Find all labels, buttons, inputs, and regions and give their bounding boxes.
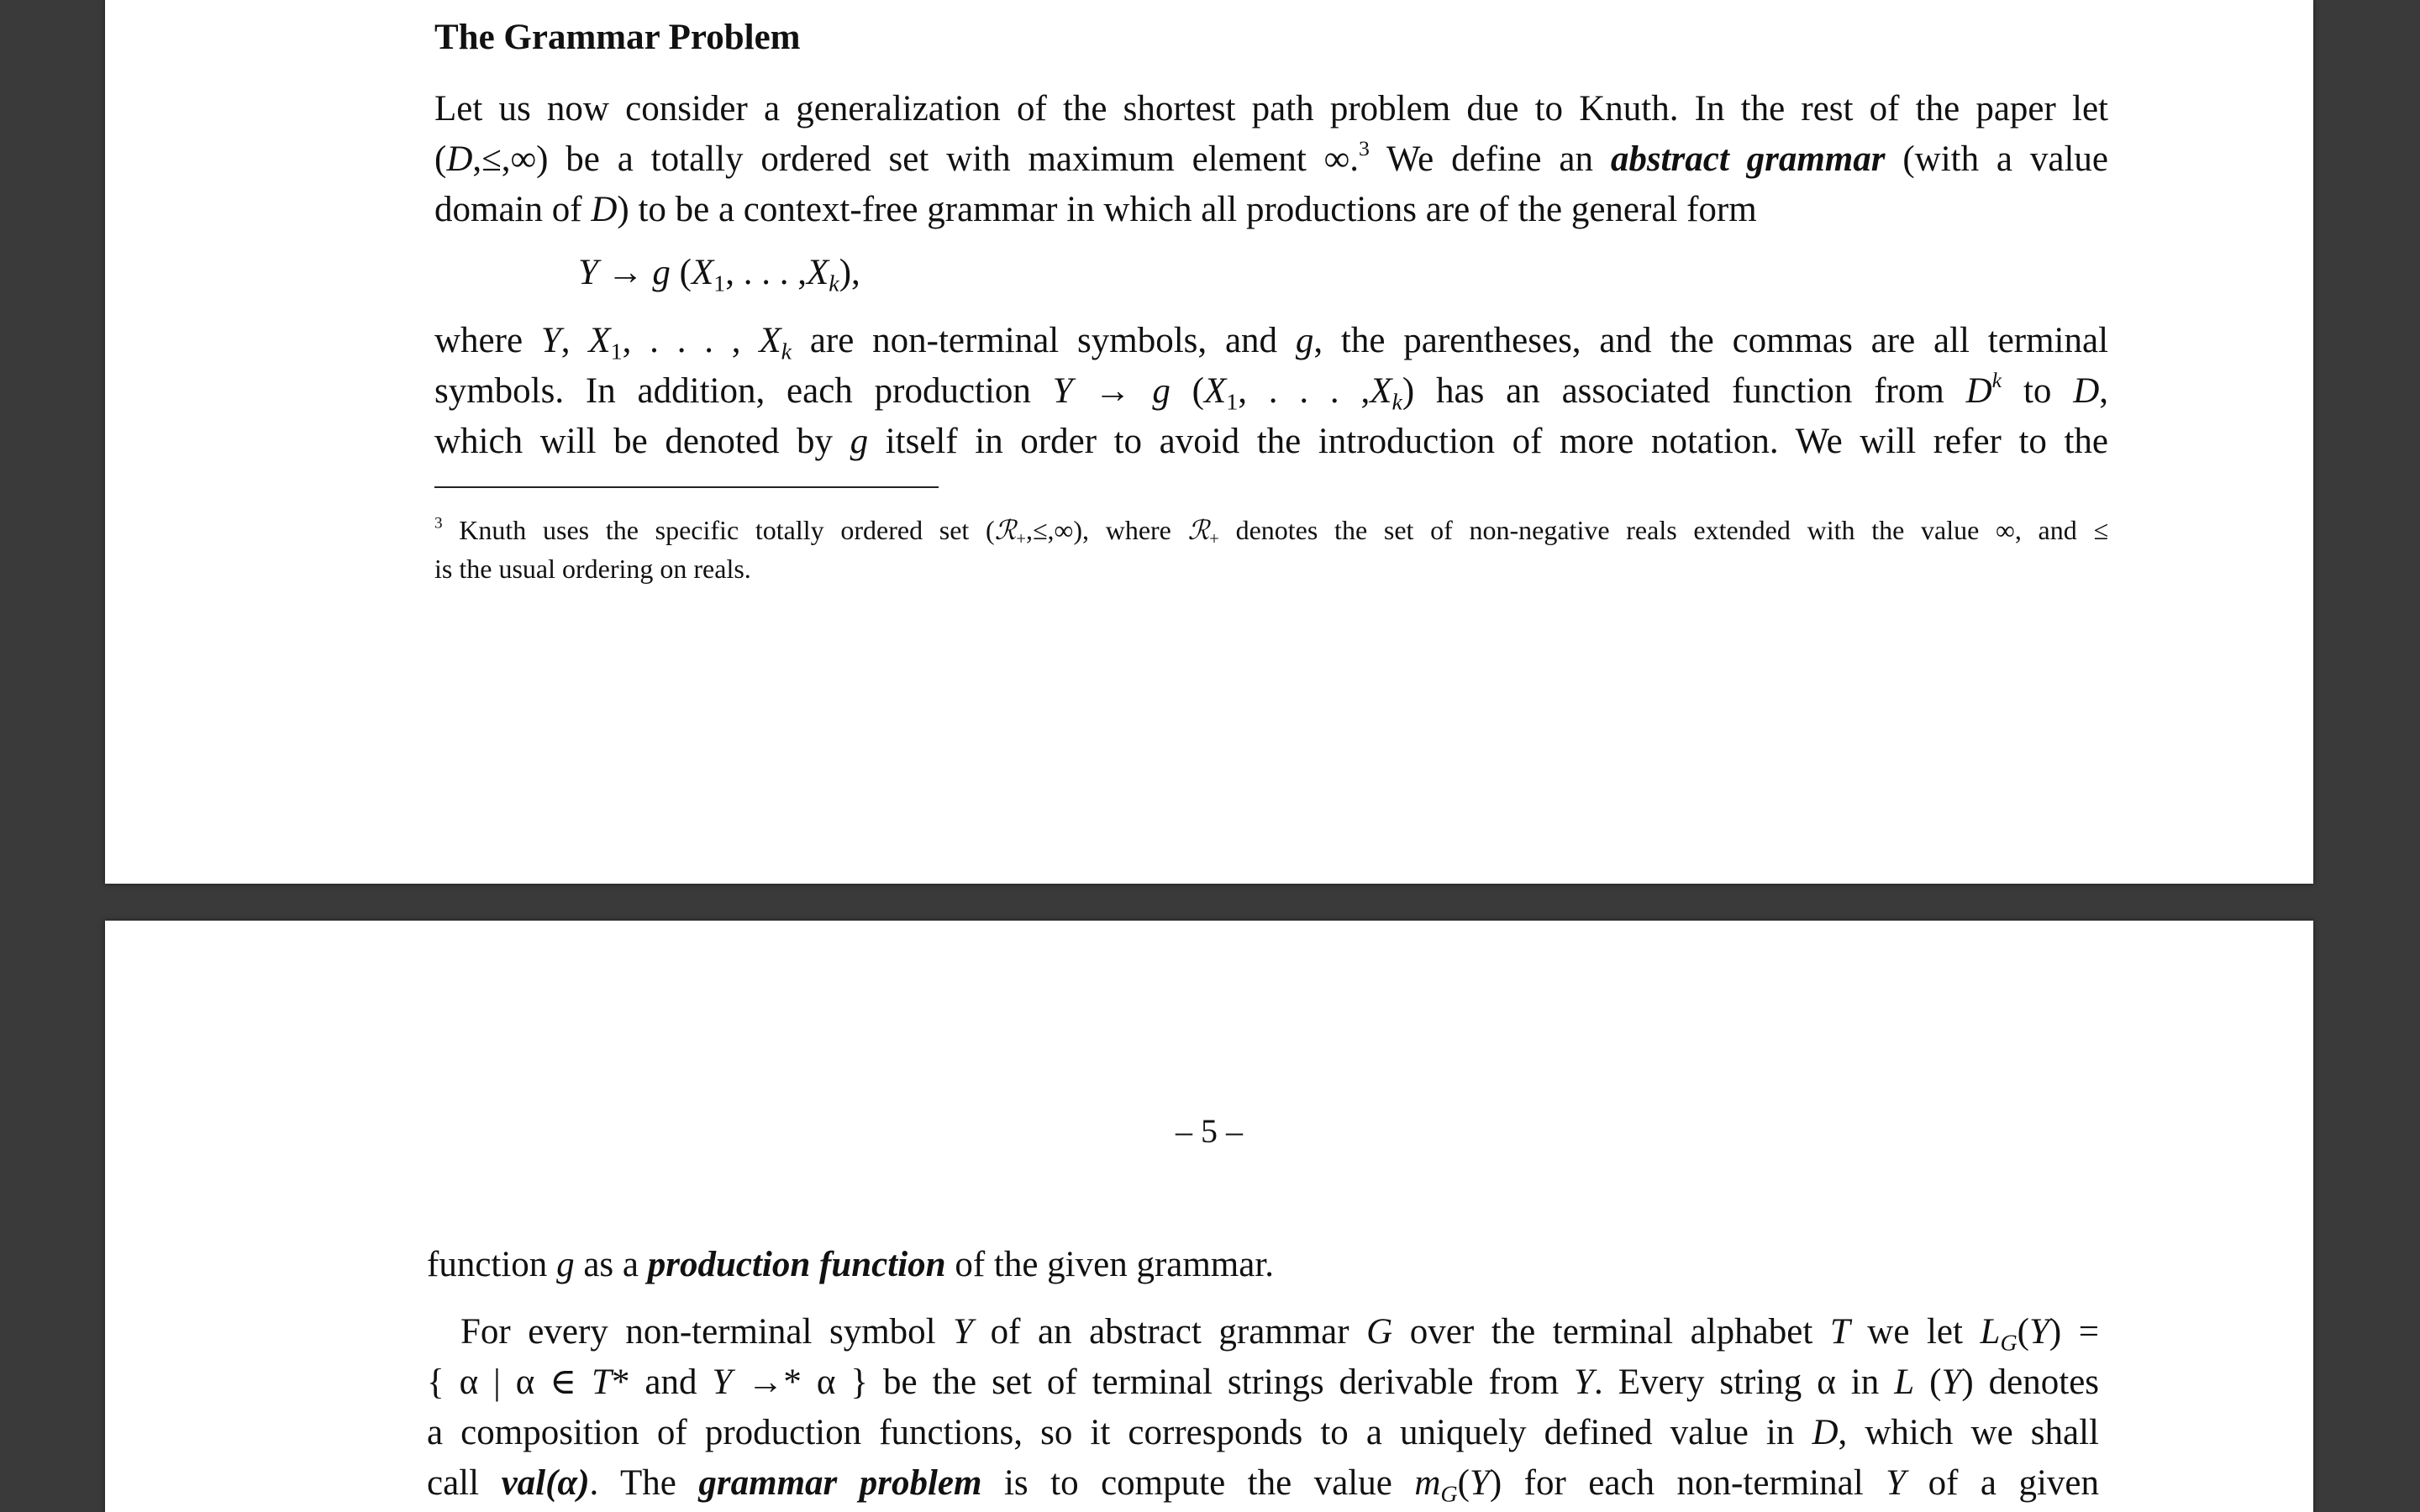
text-span: is to compute the value bbox=[981, 1463, 1415, 1503]
text-span: , . . . , bbox=[1238, 371, 1370, 411]
math-symbol: Y bbox=[2028, 1312, 2049, 1352]
math-operator: , . . . , bbox=[725, 253, 807, 292]
math-operator: ), bbox=[839, 253, 860, 292]
defined-term: abstract grammar bbox=[1610, 139, 1886, 179]
text-span: where bbox=[434, 321, 541, 360]
text-span: , which we shall bbox=[1838, 1413, 2099, 1452]
math-subscript: 1 bbox=[1226, 389, 1239, 416]
math-symbol: Y bbox=[1941, 1362, 1962, 1402]
text-line bbox=[434, 134, 2108, 185]
text-span: as a bbox=[574, 1245, 648, 1284]
text-span: denotes the set of non-negative reals extended with the value ∞, and ≤ bbox=[1218, 515, 2109, 545]
text-line bbox=[427, 1408, 2099, 1458]
math-symbol: D bbox=[1965, 371, 1992, 411]
math-symbol: X bbox=[1370, 371, 1392, 411]
text-line bbox=[427, 1307, 2099, 1357]
text-span: call bbox=[427, 1463, 502, 1503]
text-span: ) has an associated function from bbox=[1402, 371, 1966, 411]
text-span: to bbox=[2002, 371, 2074, 411]
math-superscript: k bbox=[1991, 367, 2002, 392]
math-subscript: + bbox=[1209, 529, 1219, 549]
footnote-marker: 3 bbox=[434, 514, 443, 533]
text-span: , the parentheses, and the commas are all terminal bbox=[1313, 321, 2109, 360]
math-symbol: ℛ bbox=[1187, 515, 1210, 545]
math-symbol: X bbox=[588, 321, 611, 360]
math-symbol: g bbox=[850, 422, 869, 461]
footnote bbox=[434, 511, 2108, 588]
paragraph-production-function bbox=[434, 316, 2108, 467]
text-span: function bbox=[427, 1245, 557, 1284]
text-span: →* α } be the set of terminal strings derivable from bbox=[732, 1362, 1575, 1402]
text-span: a composition of production functions, so it corresponds to a uniquely defined value in bbox=[427, 1413, 1812, 1452]
defined-term: val(α) bbox=[501, 1463, 590, 1503]
text-span: is the usual ordering on reals. bbox=[434, 554, 751, 584]
text-span: For every non-terminal symbol bbox=[460, 1312, 954, 1352]
text-span: we let bbox=[1849, 1312, 1981, 1352]
math-symbol: L bbox=[1894, 1362, 1915, 1402]
text-span: { α | α ∈ bbox=[427, 1362, 592, 1402]
text-span: of the given grammar. bbox=[945, 1245, 1275, 1284]
text-span: , bbox=[2099, 371, 2109, 411]
text-span: ( bbox=[2017, 1312, 2029, 1352]
math-symbol: X bbox=[759, 321, 781, 360]
text-span: of an abstract grammar bbox=[973, 1312, 1367, 1352]
footnote-divider bbox=[434, 486, 939, 488]
text-span: ( bbox=[1457, 1463, 1470, 1503]
math-symbol: Y bbox=[1574, 1362, 1594, 1402]
document-page-bottom bbox=[105, 921, 2313, 1512]
math-symbol: g bbox=[1295, 321, 1314, 360]
text-span: (with a value bbox=[1885, 139, 2108, 179]
math-symbol: L bbox=[1980, 1312, 2001, 1352]
defined-term: grammar problem bbox=[698, 1463, 982, 1503]
math-symbol: X bbox=[1203, 371, 1227, 411]
math-subscript: k bbox=[829, 270, 839, 297]
math-symbol: g bbox=[1152, 371, 1171, 411]
footnote-line bbox=[434, 549, 2108, 588]
math-symbol: Y bbox=[1469, 1463, 1490, 1503]
paragraph-production-function-cont bbox=[427, 1240, 2099, 1290]
document-page-top bbox=[105, 0, 2313, 884]
text-span: itself in order to avoid the introduction of more notation. We will refer to the bbox=[868, 422, 2109, 461]
math-symbol: D bbox=[591, 190, 618, 229]
text-span: ,≤,∞) be a totally ordered set with maximum element ∞. bbox=[472, 139, 1360, 179]
text-span: . The bbox=[589, 1463, 699, 1503]
text-line bbox=[427, 1357, 2099, 1408]
page-number: – 5 – bbox=[1176, 1112, 1243, 1150]
math-symbol: m bbox=[1414, 1463, 1441, 1503]
text-line bbox=[434, 366, 2108, 417]
footnote-marker[interactable]: 3 bbox=[1359, 135, 1370, 160]
footnote-line bbox=[434, 511, 2108, 549]
text-span: We define an bbox=[1369, 139, 1611, 179]
text-span: Let us now consider a generalization of the shortest path problem due to Knuth. In the rest of the paper let bbox=[434, 89, 2108, 129]
text-span: domain of bbox=[434, 190, 592, 229]
math-operator: → bbox=[597, 253, 653, 292]
text-span: of a given bbox=[1906, 1463, 2100, 1503]
math-symbol: Y bbox=[578, 253, 598, 292]
production-formula bbox=[578, 252, 860, 297]
text-span: . Every string α in bbox=[1593, 1362, 1895, 1402]
math-symbol: T bbox=[1829, 1312, 1850, 1352]
math-symbol: Y bbox=[1052, 371, 1073, 411]
math-operator: ( bbox=[670, 253, 692, 292]
text-span: ) = bbox=[2049, 1312, 2100, 1352]
text-line bbox=[434, 84, 2108, 134]
section-heading: The Grammar Problem bbox=[434, 18, 801, 57]
math-subscript: + bbox=[1016, 529, 1026, 549]
paragraph-definition bbox=[434, 84, 2108, 235]
text-span: which will be denoted by bbox=[434, 422, 850, 461]
text-span: , . . . , bbox=[622, 321, 760, 360]
text-line bbox=[427, 1240, 2099, 1290]
text-span: ( bbox=[1170, 371, 1204, 411]
text-span: ) to be a context-free grammar in which all productions are of the general form bbox=[617, 190, 1757, 229]
math-symbol: g bbox=[556, 1245, 575, 1284]
math-subscript: k bbox=[1392, 389, 1402, 416]
math-subscript: 1 bbox=[713, 270, 726, 297]
math-symbol: X bbox=[807, 253, 829, 292]
text-span: ( bbox=[1914, 1362, 1942, 1402]
text-span: ) for each non-terminal bbox=[1489, 1463, 1886, 1503]
text-line bbox=[434, 316, 2108, 366]
math-symbol: D bbox=[446, 139, 473, 179]
math-symbol: D bbox=[2073, 371, 2100, 411]
math-symbol: ℛ bbox=[994, 515, 1017, 545]
text-span: ,≤,∞), where bbox=[1025, 515, 1188, 545]
text-span: Knuth uses the specific totally ordered set ( bbox=[442, 515, 995, 545]
paragraph-grammar-problem bbox=[427, 1307, 2099, 1509]
text-line bbox=[427, 1458, 2099, 1509]
math-operator: → bbox=[1072, 371, 1153, 411]
math-symbol: Y bbox=[540, 321, 561, 360]
text-span: ( bbox=[434, 139, 447, 179]
defined-term: production function bbox=[647, 1245, 946, 1284]
math-symbol: D bbox=[1812, 1413, 1839, 1452]
math-subscript: 1 bbox=[610, 339, 623, 365]
math-symbol: Y bbox=[1886, 1463, 1907, 1503]
math-symbol: T bbox=[592, 1362, 612, 1402]
text-span: , bbox=[560, 321, 589, 360]
math-symbol: X bbox=[692, 253, 714, 292]
math-subscript: G bbox=[1440, 1481, 1458, 1508]
text-span: * and bbox=[611, 1362, 713, 1402]
math-symbol: Y bbox=[712, 1362, 733, 1402]
text-line bbox=[434, 185, 2108, 235]
math-symbol: Y bbox=[953, 1312, 974, 1352]
math-symbol: G bbox=[1366, 1312, 1393, 1352]
math-subscript: G bbox=[2000, 1330, 2018, 1357]
text-line bbox=[434, 417, 2108, 467]
text-span: ) denotes bbox=[1961, 1362, 2100, 1402]
text-span: over the terminal alphabet bbox=[1392, 1312, 1830, 1352]
math-subscript: k bbox=[781, 339, 792, 365]
text-span: symbols. In addition, each production bbox=[434, 371, 1053, 411]
text-span: are non-terminal symbols, and bbox=[792, 321, 1296, 360]
math-symbol: g bbox=[652, 253, 671, 292]
